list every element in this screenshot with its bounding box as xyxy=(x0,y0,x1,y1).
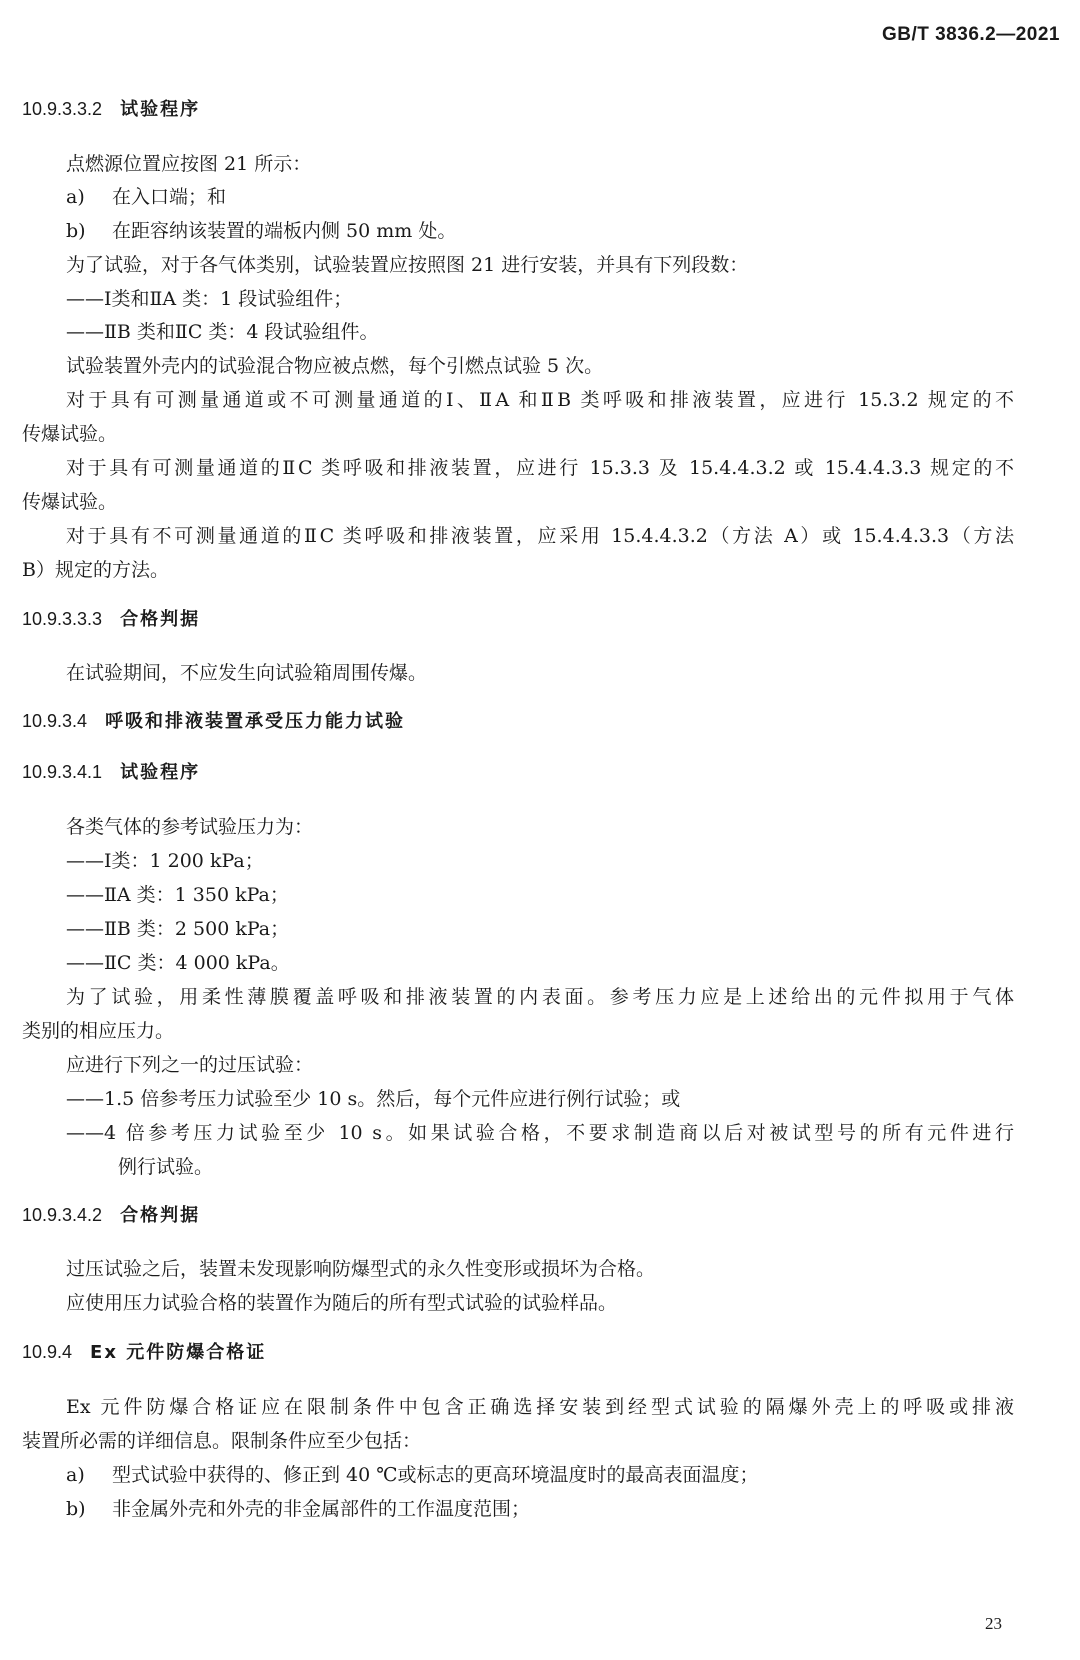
list-item xyxy=(66,219,456,243)
paragraph-line: 装置所必需的详细信息。限制条件应至少包括： xyxy=(22,1430,422,1452)
dash-item: ——ⅡC 类：4 000 kPa。 xyxy=(66,952,290,974)
section-heading xyxy=(22,709,405,734)
dash-item: ——Ⅰ类：1 200 kPa； xyxy=(66,850,264,872)
page-number: 23 xyxy=(985,1614,1002,1633)
paragraph-line xyxy=(66,1395,1014,1419)
paragraph-line: 传爆试验。 xyxy=(22,423,118,445)
paragraph-text: 为了试验，用柔性薄膜覆盖呼吸和排液装置的内表面。参考压力应是上述给出的元件拟用于气体 xyxy=(66,986,1014,1008)
section-title: 试验程序 xyxy=(120,99,201,120)
paragraph: 过压试验之后，装置未发现影响防爆型式的永久性变形或损坏为合格。 xyxy=(66,1258,656,1280)
list-item xyxy=(66,1463,759,1487)
list-item xyxy=(66,1497,530,1521)
paragraph-line xyxy=(66,985,1014,1009)
list-marker: b) xyxy=(66,1498,86,1520)
section-heading xyxy=(22,760,200,785)
standard-number: GB/T 3836.2—2021 xyxy=(881,24,1060,45)
section-number: 10.9.4 xyxy=(22,1342,73,1362)
paragraph-line xyxy=(66,456,1014,480)
dash-item xyxy=(66,1121,1014,1145)
paragraph: 为了试验，对于各气体类别，试验装置应按照图 21 进行安装，并具有下列段数： xyxy=(66,254,749,276)
list-item-text: 在距容纳该装置的端板内侧 50 mm 处。 xyxy=(112,220,457,242)
paragraph: 各类气体的参考试验压力为： xyxy=(66,816,314,838)
list-marker: b) xyxy=(66,220,86,242)
paragraph-text: 对于具有可测量通道的ⅡC 类呼吸和排液装置，应进行 15.3.3 及 15.4.4.3.2 或 15.4.4.3.3 规定的不 xyxy=(66,457,1014,479)
section-heading xyxy=(22,607,200,632)
dash-item: ——ⅡA 类：1 350 kPa； xyxy=(66,884,289,906)
paragraph-line xyxy=(66,388,1014,412)
paragraph: 试验装置外壳内的试验混合物应被点燃，每个引燃点试验 5 次。 xyxy=(66,355,604,377)
paragraph-line: 传爆试验。 xyxy=(22,491,118,513)
paragraph-line: B）规定的方法。 xyxy=(22,559,169,581)
list-item xyxy=(66,185,226,209)
section-number: 10.9.3.4.2 xyxy=(22,1205,103,1225)
section-title: 呼吸和排液装置承受压力能力试验 xyxy=(105,711,406,732)
section-number: 10.9.3.3.3 xyxy=(22,609,103,629)
list-marker: a) xyxy=(66,186,85,208)
paragraph-text: 对于具有不可测量通道的ⅡC 类呼吸和排液装置，应采用 15.4.4.3.2（方法 A）或 15.4.4.3.3（方法 xyxy=(66,525,1014,547)
list-item-text: 型式试验中获得的、修正到 40 ℃或标志的更高环境温度时的最高表面温度； xyxy=(112,1464,759,1486)
section-heading xyxy=(22,1340,266,1365)
paragraph: 在试验期间，不应发生向试验箱周围传爆。 xyxy=(66,662,428,684)
paragraph-line: 类别的相应压力。 xyxy=(22,1020,175,1042)
section-title: 合格判据 xyxy=(120,609,201,630)
section-number: 10.9.3.4 xyxy=(22,711,88,731)
section-title: 合格判据 xyxy=(120,1205,201,1226)
paragraph-line xyxy=(66,524,1014,548)
section-heading xyxy=(22,97,200,122)
dash-item: ——ⅡB 类：2 500 kPa； xyxy=(66,918,290,940)
paragraph: 点燃源位置应按图 21 所示： xyxy=(66,153,312,175)
list-marker: a) xyxy=(66,1464,85,1486)
list-item-text: 在入口端；和 xyxy=(112,186,227,208)
section-number: 10.9.3.4.1 xyxy=(22,762,103,782)
paragraph: 应使用压力试验合格的装置作为随后的所有型式试验的试验样品。 xyxy=(66,1292,618,1314)
dash-item: ——Ⅰ类和ⅡA 类：1 段试验组件； xyxy=(66,288,353,310)
section-number: 10.9.3.3.2 xyxy=(22,99,103,119)
dash-item: ——1.5 倍参考压力试验至少 10 s。然后，每个元件应进行例行试验；或 xyxy=(66,1088,681,1110)
dash-item-continuation: 例行试验。 xyxy=(118,1156,214,1178)
section-title: 试验程序 xyxy=(120,762,201,783)
section-title: Ex 元件防爆合格证 xyxy=(90,1342,267,1363)
paragraph: 应进行下列之一的过压试验： xyxy=(66,1054,314,1076)
section-heading xyxy=(22,1203,200,1228)
paragraph-text: Ex 元件防爆合格证应在限制条件中包含正确选择安装到经型式试验的隔爆外壳上的呼吸或排液 xyxy=(66,1396,1014,1418)
paragraph-text: 对于具有可测量通道或不可测量通道的Ⅰ、ⅡA 和ⅡB 类呼吸和排液装置，应进行 15.3.2 规定的不 xyxy=(66,389,1014,411)
dash-item-text: ——4 倍参考压力试验至少 10 s。如果试验合格，不要求制造商以后对被试型号的所有元件进行 xyxy=(66,1122,1014,1144)
dash-item: ——ⅡB 类和ⅡC 类：4 段试验组件。 xyxy=(66,321,379,343)
list-item-text: 非金属外壳和外壳的非金属部件的工作温度范围； xyxy=(112,1498,531,1520)
